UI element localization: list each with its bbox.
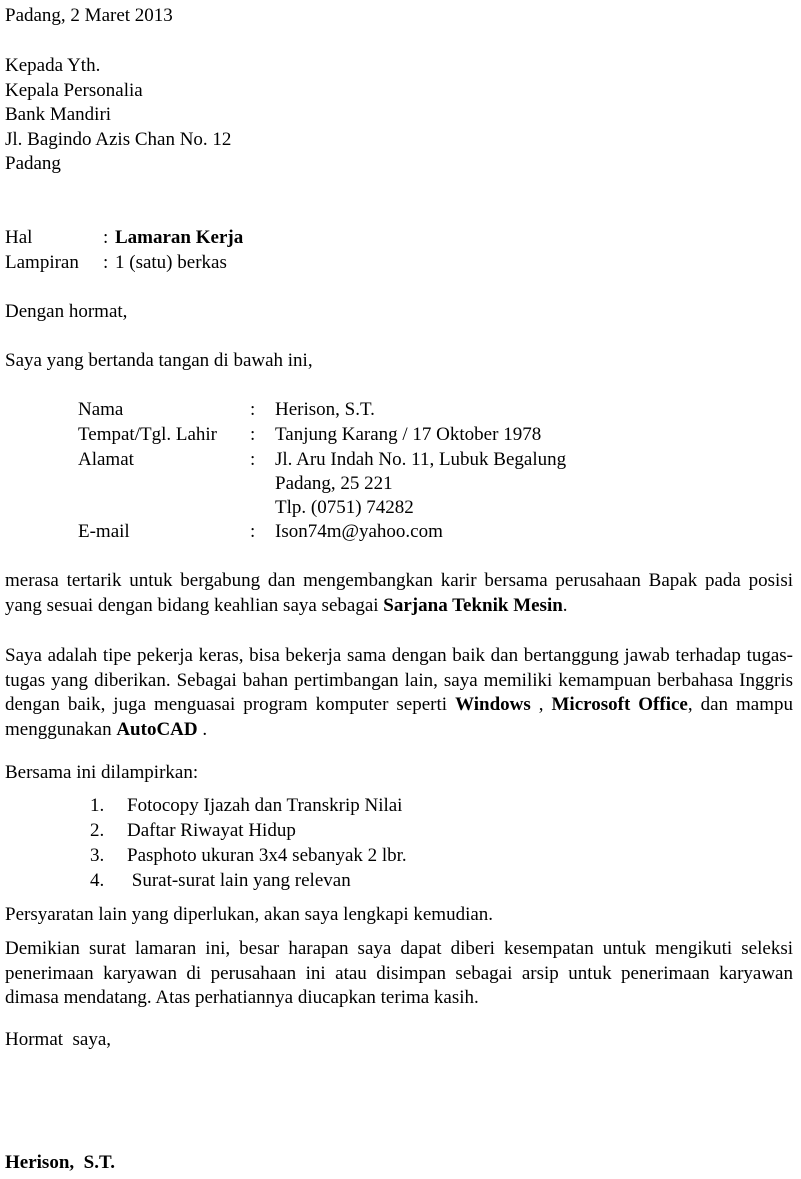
nama-colon: : xyxy=(250,399,256,420)
attachment-number: 1. xyxy=(90,795,105,816)
attachment-item: Daftar Riwayat Hidup xyxy=(127,820,296,841)
email-label: E-mail xyxy=(78,521,130,542)
closing-phrase: Hormat saya, xyxy=(5,1029,112,1050)
paragraph-skills-text: Saya adalah tipe pekerja keras, bisa bekerja sama dengan baik dan bertanggung jawab terhadap tugas-tugas yang diberikan. Sebagai bahan pertimbangan lain, saya memiliki kemampuan berbahasa Inggris dengan baik, juga menguasai program komputer seperti xyxy=(5,645,793,715)
attachments-heading: Bersama ini dilampirkan: xyxy=(5,762,199,783)
lampiran-label: Lampiran xyxy=(5,252,79,273)
skill-office: Microsoft Office xyxy=(551,694,688,715)
paragraph-closing: Demikian surat lamaran ini, besar harapan saya dapat diberi kesempatan untuk mengikuti seleksi penerimaan karyawan di perusahaan ini atau disimpan sebagai arsip untuk penerimaan karyawan dimasa mendatang. Atas perhatiannya diucapkan terima kasih. xyxy=(5,938,793,1008)
hal-colon: : xyxy=(103,227,109,248)
attachment-number: 2. xyxy=(90,820,105,841)
alamat-label: Alamat xyxy=(78,449,134,470)
intro-line: Saya yang bertanda tangan di bawah ini, xyxy=(5,350,313,371)
nama-label: Nama xyxy=(78,399,124,420)
signature-name: Herison, S.T. xyxy=(5,1152,115,1173)
ttl-label: Tempat/Tgl. Lahir xyxy=(78,424,218,445)
paragraph-skills xyxy=(5,644,793,742)
attachment-number: 3. xyxy=(90,845,105,866)
alamat-line2: Padang, 25 221 xyxy=(275,473,393,494)
email-value: Ison74m@yahoo.com xyxy=(275,521,443,542)
recipient-street: Jl. Bagindo Azis Chan No. 12 xyxy=(5,128,232,150)
skill-autocad: AutoCAD xyxy=(116,718,198,740)
alamat-line3: Tlp. (0751) 74282 xyxy=(275,497,414,518)
email-colon: : xyxy=(250,521,256,542)
alamat-colon: : xyxy=(250,449,256,470)
paragraph-skills-mid: , dan mampu menggunakan xyxy=(5,694,793,740)
hal-label: Hal xyxy=(5,227,33,248)
skill-separator: , xyxy=(530,694,552,715)
attachment-item: Fotocopy Ijazah dan Transkrip Nilai xyxy=(127,795,403,816)
salutation: Dengan hormat, xyxy=(5,301,128,322)
paragraph-requirements: Persyaratan lain yang diperlukan, akan saya lengkapi kemudian. xyxy=(5,904,494,925)
lampiran-colon: : xyxy=(103,252,109,273)
recipient-position: Kepala Personalia xyxy=(5,79,143,101)
ttl-colon: : xyxy=(250,424,256,445)
skill-windows: Windows xyxy=(455,694,531,715)
recipient-city: Padang xyxy=(5,153,61,174)
alamat-line1: Jl. Aru Indah No. 11, Lubuk Begalung xyxy=(275,449,567,470)
paragraph-skills-end: . xyxy=(197,718,208,740)
ttl-value: Tanjung Karang / 17 Oktober 1978 xyxy=(275,424,542,445)
place-date: Padang, 2 Maret 2013 xyxy=(5,5,173,26)
degree-title: Sarjana Teknik Mesin xyxy=(383,594,563,616)
recipient-greeting: Kepada Yth. xyxy=(5,55,101,76)
nama-value: Herison, S.T. xyxy=(275,399,375,420)
attachment-item: Pasphoto ukuran 3x4 sebanyak 2 lbr. xyxy=(127,845,407,866)
lampiran-value: 1 (satu) berkas xyxy=(115,252,227,273)
hal-value: Lamaran Kerja xyxy=(115,227,244,248)
paragraph-interest-end: . xyxy=(562,594,568,616)
attachment-number: 4. xyxy=(90,870,105,891)
attachment-item: Surat-surat lain yang relevan xyxy=(127,870,351,891)
paragraph-interest xyxy=(5,569,793,618)
recipient-company: Bank Mandiri xyxy=(5,104,112,125)
paragraph-interest-text: merasa tertarik untuk bergabung dan mengembangkan karir bersama perusahaan Bapak pada posisi yang sesuai dengan bidang keahlian saya sebagai xyxy=(5,570,793,616)
